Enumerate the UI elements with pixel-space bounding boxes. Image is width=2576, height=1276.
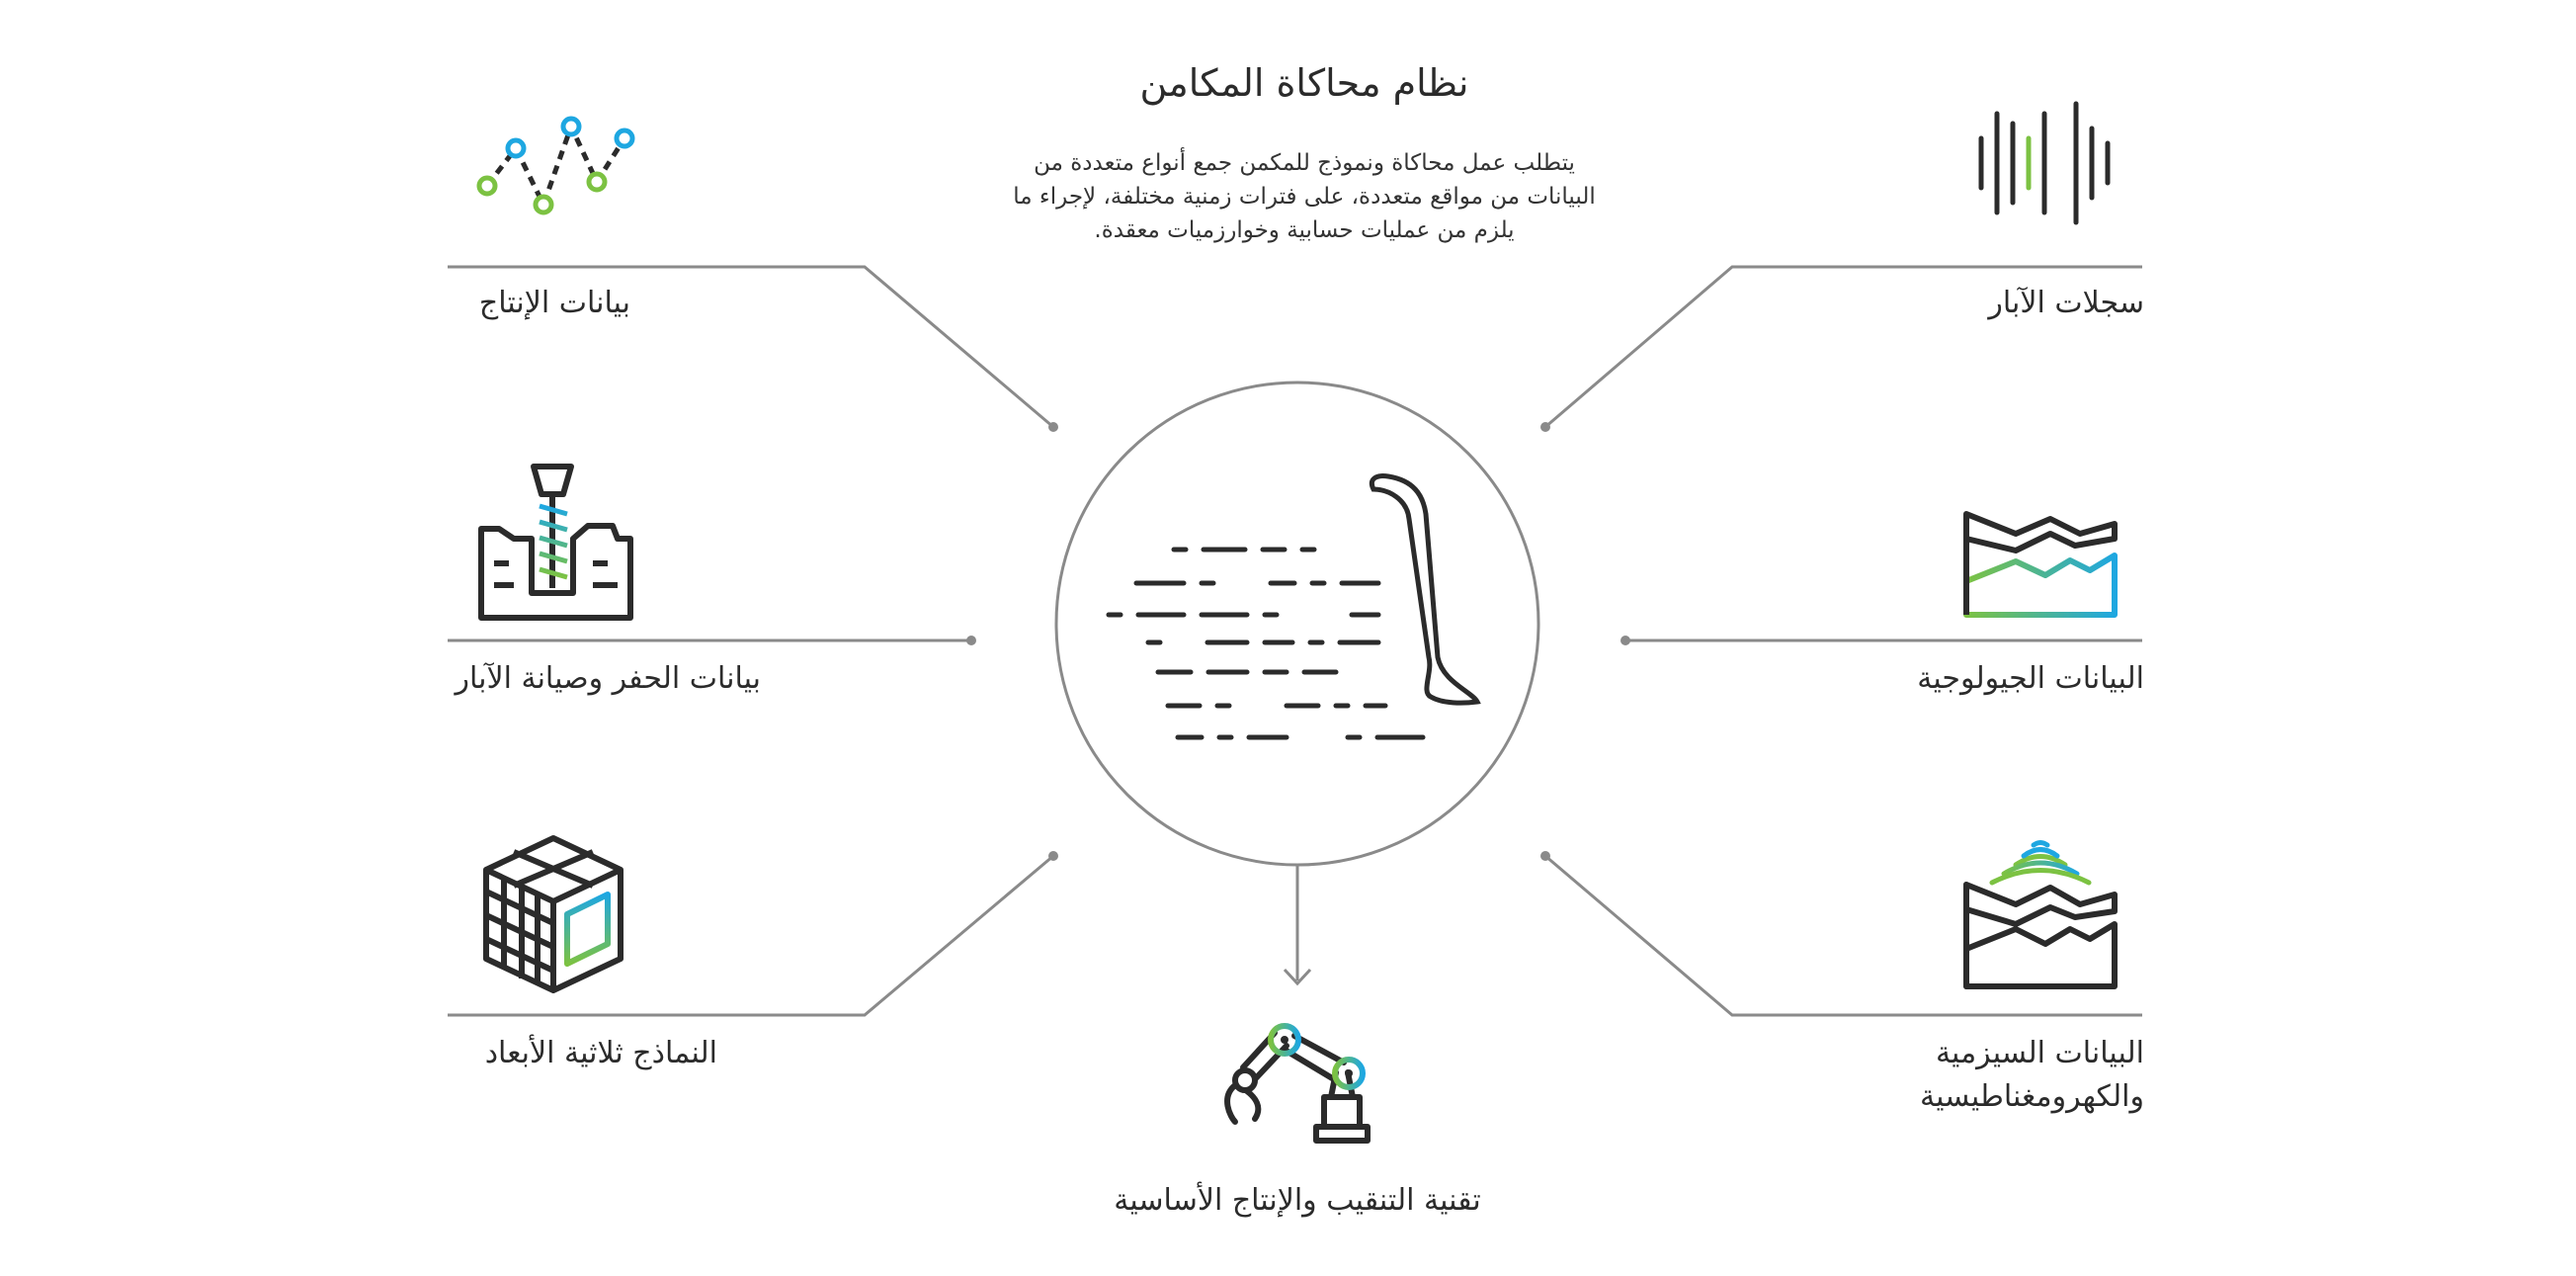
graph-node xyxy=(536,197,551,213)
code-lines xyxy=(1109,550,1423,737)
3d-grid-cube-icon xyxy=(486,838,621,990)
code-scroll-icon xyxy=(1109,476,1477,737)
diagram-title: نظام محاكاة المكامن xyxy=(1139,61,1469,105)
connector-dot-well-logs xyxy=(1540,422,1550,432)
diagram-description xyxy=(998,146,1611,247)
label-seismic-data xyxy=(1858,1032,2144,1119)
connector-dot-drilling xyxy=(966,636,976,645)
seismic-waves-icon xyxy=(1966,843,2115,987)
description-line: يتطلب عمل محاكاة ونموذج للمكمن جمع أنواع متعددة من xyxy=(1034,150,1575,176)
waveform-icon xyxy=(1981,91,2108,237)
graph-node xyxy=(479,178,495,194)
connector-seismic xyxy=(1545,856,2142,1015)
drill-rig-icon xyxy=(481,467,630,618)
robot-joint xyxy=(1345,1069,1353,1077)
label-drilling-data: بيانات الحفر وصيانة الآبار xyxy=(455,661,761,696)
description-line: يلزم من عمليات حسابية وخوارزميات معقدة. xyxy=(1094,217,1515,243)
connector-dot-production xyxy=(1048,422,1058,432)
description-line: البيانات من مواقع متعددة، على فترات زمنية مختلفة، لإجراء ما xyxy=(1013,184,1596,210)
line-graph-icon xyxy=(479,119,632,213)
label-seismic-line1: البيانات السيزمية xyxy=(1935,1036,2144,1070)
graph-node xyxy=(508,140,524,156)
connector-dot-geological xyxy=(1620,636,1630,645)
connector-dot-models xyxy=(1048,851,1058,861)
label-geological-data: البيانات الجيولوجية xyxy=(1917,661,2144,696)
connectors xyxy=(448,267,2142,1015)
graph-node xyxy=(589,174,605,190)
label-3d-models: النماذج ثلاثية الأبعاد xyxy=(484,1036,717,1070)
robot-joint xyxy=(1281,1036,1288,1044)
center-circle xyxy=(1056,383,1538,865)
robot-arm-icon xyxy=(1227,1026,1368,1141)
graph-node xyxy=(617,130,632,146)
label-production-data: بيانات الإنتاج xyxy=(478,286,630,320)
connector-dot-seismic xyxy=(1540,851,1550,861)
graph-node xyxy=(563,119,579,134)
rock-layers-icon xyxy=(1966,514,2115,615)
label-core-technology: تقنية التنقيب والإنتاج الأساسية xyxy=(1114,1183,1481,1218)
label-seismic-line2: والكهرومغناطيسية xyxy=(1920,1079,2144,1114)
label-well-logs: سجلات الآبار xyxy=(1988,286,2144,320)
